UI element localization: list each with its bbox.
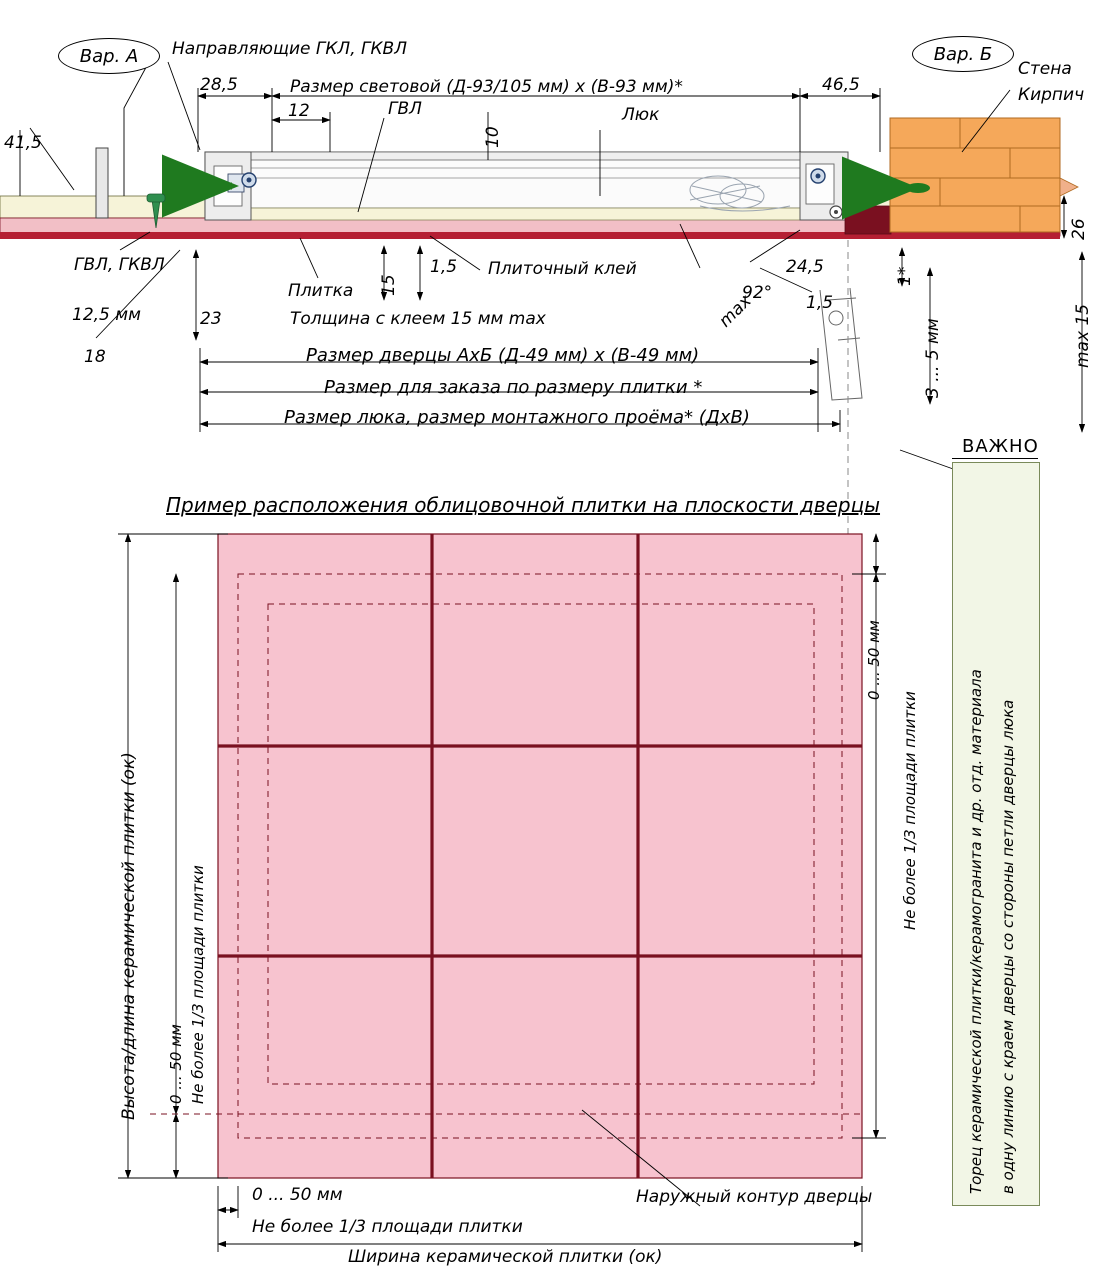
tile-glue-label: Плиточный клей xyxy=(488,259,637,279)
dim-26: 26 xyxy=(1069,218,1089,240)
dim-18: 18 xyxy=(84,347,106,367)
dim-1-5: 1,5 xyxy=(430,257,458,277)
tile-height-label: Высота/длина керамической плитки (ок) xyxy=(119,752,139,1120)
gvl-gkvl-label: ГВЛ, ГКВЛ xyxy=(74,255,165,275)
hatch-size-label: Размер люка, размер монтажного проёма* (ДхВ) xyxy=(284,407,750,428)
dim-1-star: 1* xyxy=(895,266,915,286)
dim-24-5: 24,5 xyxy=(786,257,824,277)
dim-max: max xyxy=(715,291,756,332)
important-line-1: Торец керамической плитки/керамогранита и др. отд. материала xyxy=(967,669,985,1194)
dim-10: 10 xyxy=(483,126,503,148)
guides-label: Направляющие ГКЛ, ГКВЛ xyxy=(172,39,407,59)
important-line-2: в одну линию с краем дверцы со стороны петли дверцы люка xyxy=(999,699,1017,1194)
dim-12: 12 xyxy=(288,101,310,121)
tile-plan-title: Пример расположения облицовочной плитки на плоскости дверцы xyxy=(166,493,881,517)
important-title: ВАЖНО xyxy=(962,436,1039,457)
thickness-label: Толщина с клеем 15 мм max xyxy=(290,309,546,329)
dim-46-5: 46,5 xyxy=(822,75,860,95)
dim-12-5mm: 12,5 мм xyxy=(72,305,141,325)
tile-width-label: Ширина керамической плитки (ок) xyxy=(348,1247,663,1267)
dim-max-15: max 15 xyxy=(1073,303,1093,368)
variant-a-bubble xyxy=(58,38,160,74)
hatch-label: Люк xyxy=(622,105,660,125)
left-gap-label: 0 ... 50 мм xyxy=(167,1024,185,1104)
dim-23: 23 xyxy=(200,309,222,329)
dim-3-5mm: 3 ... 5 мм xyxy=(923,318,943,398)
dim-angle: 92° xyxy=(742,283,773,303)
important-title-underline xyxy=(952,458,1038,459)
right-gap-label: 0 ... 50 мм xyxy=(865,620,883,700)
light-size-label: Размер световой (Д-93/105 мм) х (В-93 мм)* xyxy=(290,77,683,97)
dim-1-5-b: 1,5 xyxy=(806,293,834,313)
left-third-label: Не более 1/3 площади плитки xyxy=(189,865,207,1104)
variant-b-bubble xyxy=(912,36,1014,72)
dim-15: 15 xyxy=(379,274,399,296)
gvl-label: ГВЛ xyxy=(388,99,422,119)
tile-label: Плитка xyxy=(288,281,354,301)
bottom-third-label: Не более 1/3 площади плитки xyxy=(252,1217,523,1237)
bottom-gap-label: 0 ... 50 мм xyxy=(252,1185,343,1205)
variant-a-label: Вар. А xyxy=(79,45,139,67)
door-size-label: Размер дверцы АхБ (Д-49 мм) х (В-49 мм) xyxy=(306,345,700,366)
dim-28-5: 28,5 xyxy=(200,75,238,95)
variant-b-label: Вар. Б xyxy=(933,43,993,65)
brick-label: Кирпич xyxy=(1018,85,1085,105)
wall-label: Стена xyxy=(1018,59,1072,79)
dim-41-5: 41,5 xyxy=(4,133,42,153)
important-box xyxy=(952,462,1040,1206)
outer-contour-label: Наружный контур дверцы xyxy=(636,1187,873,1207)
right-third-label: Не более 1/3 площади плитки xyxy=(901,691,919,930)
order-size-label: Размер для заказа по размеру плитки * xyxy=(324,377,703,398)
